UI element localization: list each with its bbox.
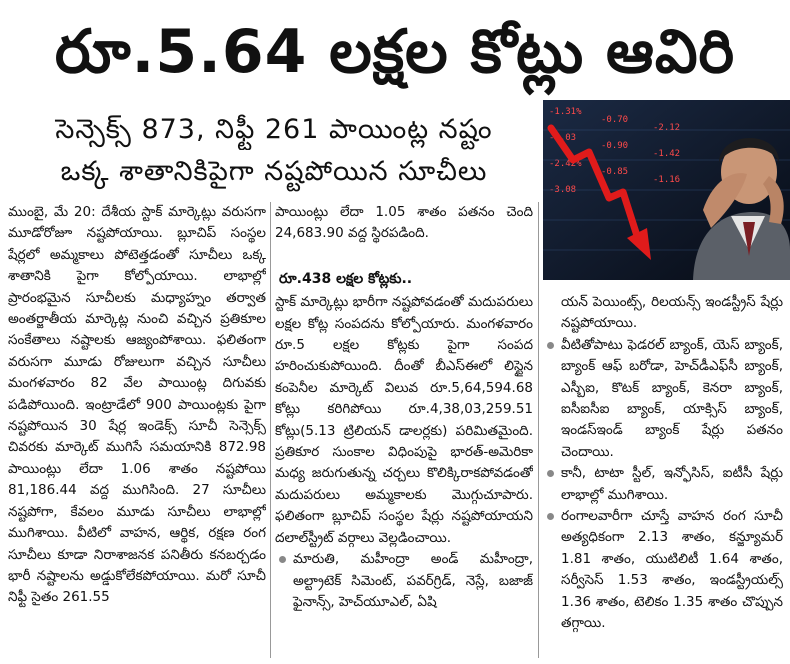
bullet-dot-icon	[547, 342, 554, 349]
bullet-dot-icon	[547, 470, 554, 477]
ticker-number: -0.70	[601, 115, 629, 125]
stock-market-illustration	[543, 100, 790, 280]
paragraph: పాయింట్లు లేదా 1.05 శాతం పతనం చెంది 24,683.90 వద్ద స్థిరపడింది.	[275, 204, 533, 242]
column-divider-2	[538, 202, 539, 658]
bullet-item	[543, 335, 783, 463]
ticker-number: -1.31%	[549, 107, 582, 117]
ticker-number: -3.08	[549, 185, 577, 195]
bullet-text: వీటితోపాటు ఫెడరల్ బ్యాంక్, యెస్ బ్యాంక్, బ్యాంక్ ఆఫ్ బరోడా, హెచ్‌డీఎఫ్‌సీ బ్యాంక్, ఎస్బీఐ, కొటక్ బ్యాంక్, కెనరా బ్యాంక్, ఐసీఐసీఐ బ్యాంక్, యాక్సిస్ బ్యాంక్, ఇండస్ఇండ్ బ్యాంక్ షేర్లు పతనం చెందాయి.	[561, 336, 783, 460]
bullet-text: కానీ, టాటా స్టీల్, ఇన్ఫోసిస్, ఐటీసీ షేర్లు లాభాల్లో ముగిశాయి.	[561, 465, 783, 503]
ticker-number: -1.03	[549, 133, 577, 143]
ticker-number: -1.42	[653, 149, 681, 159]
bullet-item	[543, 463, 783, 506]
bullet-dot-icon	[279, 556, 286, 563]
paragraph: ముంబై, మే 20: దేశీయ స్టాక్ మార్కెట్లు వరుసగా మూడోరోజూ నష్టపోయాయి. బ్లూచిప్ సంస్థల షేర్లలో అమ్మకాలు పోటెత్తడంతో సూచీలు ఒక్క శాతానికి పైగా కోల్పోయాయి. లాభాల్లో ప్రారంభమైన సూచీలకు మధ్యాహ్నం తర్వాత అంతర్జాతీయ మార్కెట్ల నుంచి వచ్చిన ప్రతికూల సంకేతాలు నష్టాలకు ఆజ్యంపోశాయి. ఫలితంగా వరుసగా మూడు రోజులుగా వచ్చిన సూచీలు మంగళవారం 82 వేల పాయింట్ల దిగువకు పడిపోయింది. ఇంట్రాడేలో 900 పాయింట్లకు పైగా నష్టపోయిన 30 షేర్ల ఇండెక్స్ సూచీ సెన్సెక్స్ చివరకు మార్కెట్ ముగిసే సమయానికి 872.98 పాయింట్లు లేదా 1.06 శాతం నష్టపోయి 81,186.44 వద్ద ముగిసింది. 27 సూచీలు నష్టపోగా, కేవలం మూడు సూచీలు లాభాల్లో ముగిశాయి. వీటిలో వాహన, ఆర్థిక, రక్షణ రంగ సూచీలు కూడా నిరాశాజనక పనితీరు కనబర్చడం భారీ నష్టాలను అడ్డుకోలేకపోయాయి. మరో సూచీ నిఫ్టీ సైతం 261.55	[8, 204, 266, 606]
stock-market-photo	[543, 100, 790, 280]
spacer	[275, 245, 533, 265]
paragraph: స్టాక్ మార్కెట్లు భారీగా నష్టపోవడంతో మదుపరులు లక్షల కోట్ల సంపదను కోల్పోయారు. మంగళవారం రూ.5 లక్షల కోట్లకు పైగా సంపద హరించుకుపోయింది. దీంతో బీఎస్ఈలో లిస్టైన కంపెనీల మార్కెట్ విలువ రూ.5,64,594.68 కోట్లు కరిగిపోయి రూ.4,38,03,259.51 కోట్లు(5.13 ట్రిలియన్ డాలర్లకు) పరిమితమైంది. ప్రతికూర సుంకాల విధింపుపై భారత్-అమెరికా మధ్య జరుగుతున్న చర్చలు కొలిక్కిరాకపోవడంతో మదుపరులు అమ్మకాలకు మొగ్గుచూపారు. ఫలితంగా బ్లూచిప్ సంస్థల షేర్లు నష్టపోయాయని దలాల్‌స్ట్రీట్ వర్గాలు వెల్లడించాయి.	[275, 294, 533, 546]
bullet-dot-icon	[547, 513, 554, 520]
ticker-number: -0.85	[601, 167, 629, 177]
article-column-2	[275, 202, 533, 662]
bullet-item	[275, 549, 533, 613]
headline: రూ.5.64 లక్షల కోట్లు ఆవిరి	[54, 17, 736, 87]
ticker-number: -1.16	[653, 175, 681, 185]
subheadline-2: ఒక్క శాతానికిపైగా నష్టపోయిన సూచీలు	[60, 156, 488, 187]
ticker-number: -2.12	[653, 123, 681, 133]
ticker-number: -0.90	[601, 141, 629, 151]
paragraph: యన్ పెయింట్స్, రిలయన్స్ ఇండస్ట్రీస్ షేర్లు నష్టపోయాయి.	[561, 294, 783, 332]
bullet-text: రంగాలవారీగా చూస్తే వాహన రంగ సూచీ అత్యధికంగా 2.13 శాతం, కన్జ్యూమర్ 1.81 శాతం, యుటిలిటీ 1.64 శాతం, సర్వీసెస్ 1.53 శాతం, ఇండస్ట్రీయల్స్ 1.36 శాతం, టెలికం 1.35 శాతం చొప్పున తగ్గాయి.	[561, 508, 783, 632]
subheadline-1: సెన్సెక్స్ 873, నిఫ్టీ 261 పాయింట్ల నష్టం	[55, 114, 493, 145]
bullet-item	[543, 506, 783, 634]
section-subhead: రూ.438 లక్షల కోట్లకు..	[279, 270, 413, 287]
ticker-number: -2.42%	[549, 159, 582, 169]
article-column-1	[8, 202, 266, 662]
bullet-text: మారుతి, మహీంద్రా అండ్ మహీంద్రా, అల్ట్రాటెక్ సిమెంట్, పవర్‌గ్రిడ్, నెస్లే, బజాజ్ ఫైనాన్స్, హెచ్‌యూఎల్, ఏషి	[293, 551, 533, 610]
column-divider-1	[270, 202, 271, 658]
article-column-3	[543, 292, 783, 662]
